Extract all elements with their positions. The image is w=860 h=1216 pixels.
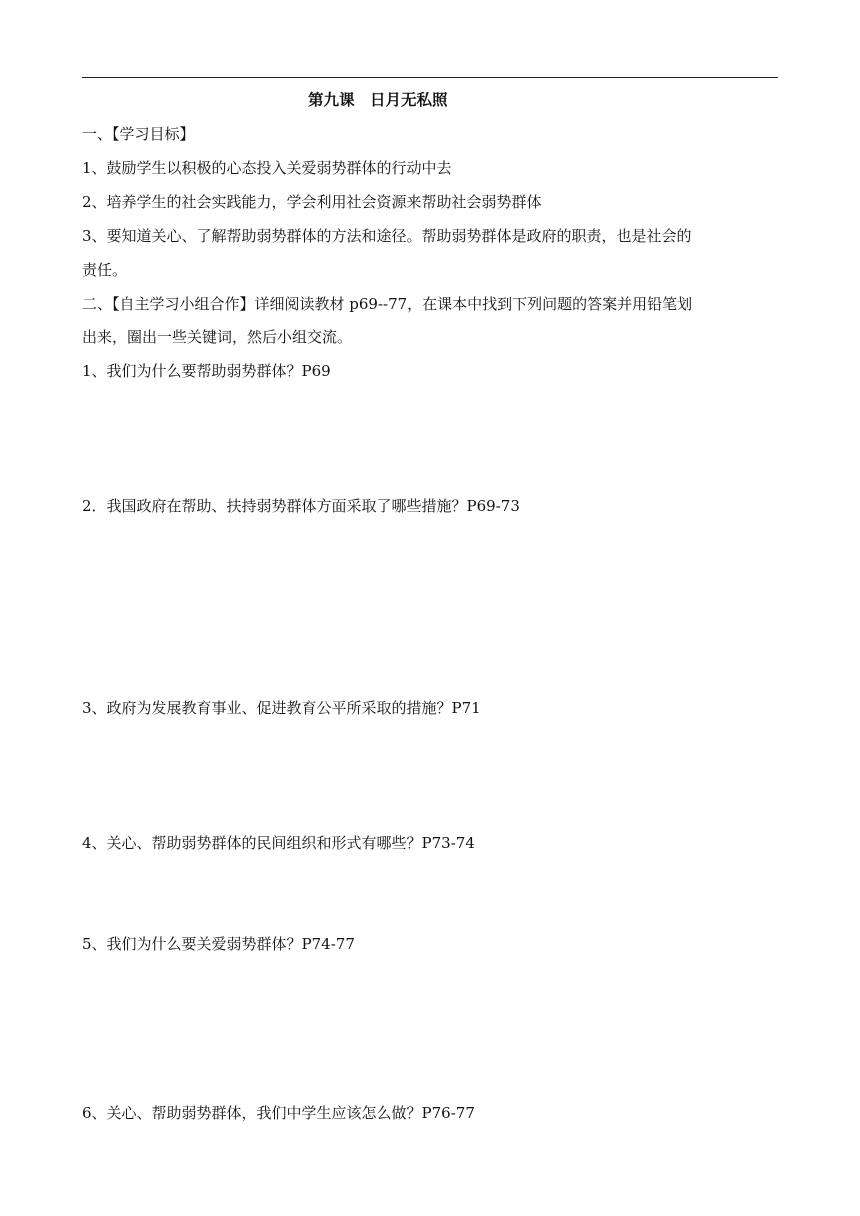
objective-item-1: 1、鼓励学生以积极的心态投入关爱弱势群体的行动中去 [82,159,452,177]
question-4: 4、关心、帮助弱势群体的民间组织和形式有哪些？P73-74 [82,834,475,852]
page-title: 第九课 日月无私照 [308,90,448,109]
question-5: 5、我们为什么要关爱弱势群体？P74-77 [82,935,355,953]
section2-heading: 二、【自主学习小组合作】详细阅读教材 p69--77，在课本中找到下列问题的答案并用铅笔划 [82,295,693,313]
objective-item-3-continued: 责任。 [82,261,128,279]
header-rule [82,77,778,78]
objective-item-2: 2、培养学生的社会实践能力，学会利用社会资源来帮助社会弱势群体 [82,193,542,211]
question-6: 6、关心、帮助弱势群体，我们中学生应该怎么做？P76-77 [82,1104,475,1122]
question-1: 1、我们为什么要帮助弱势群体？P69 [82,362,331,380]
question-3: 3、政府为发展教育事业、促进教育公平所采取的措施？P71 [82,699,481,717]
section1-heading: 一、【学习目标】 [82,125,195,143]
objective-item-3: 3、要知道关心、了解帮助弱势群体的方法和途径。帮助弱势群体是政府的职责，也是社会的 [82,227,692,245]
section2-heading-continued: 出来，圈出一些关键词，然后小组交流。 [82,328,353,346]
question-2: 2．我国政府在帮助、扶持弱势群体方面采取了哪些措施？P69-73 [82,497,520,515]
